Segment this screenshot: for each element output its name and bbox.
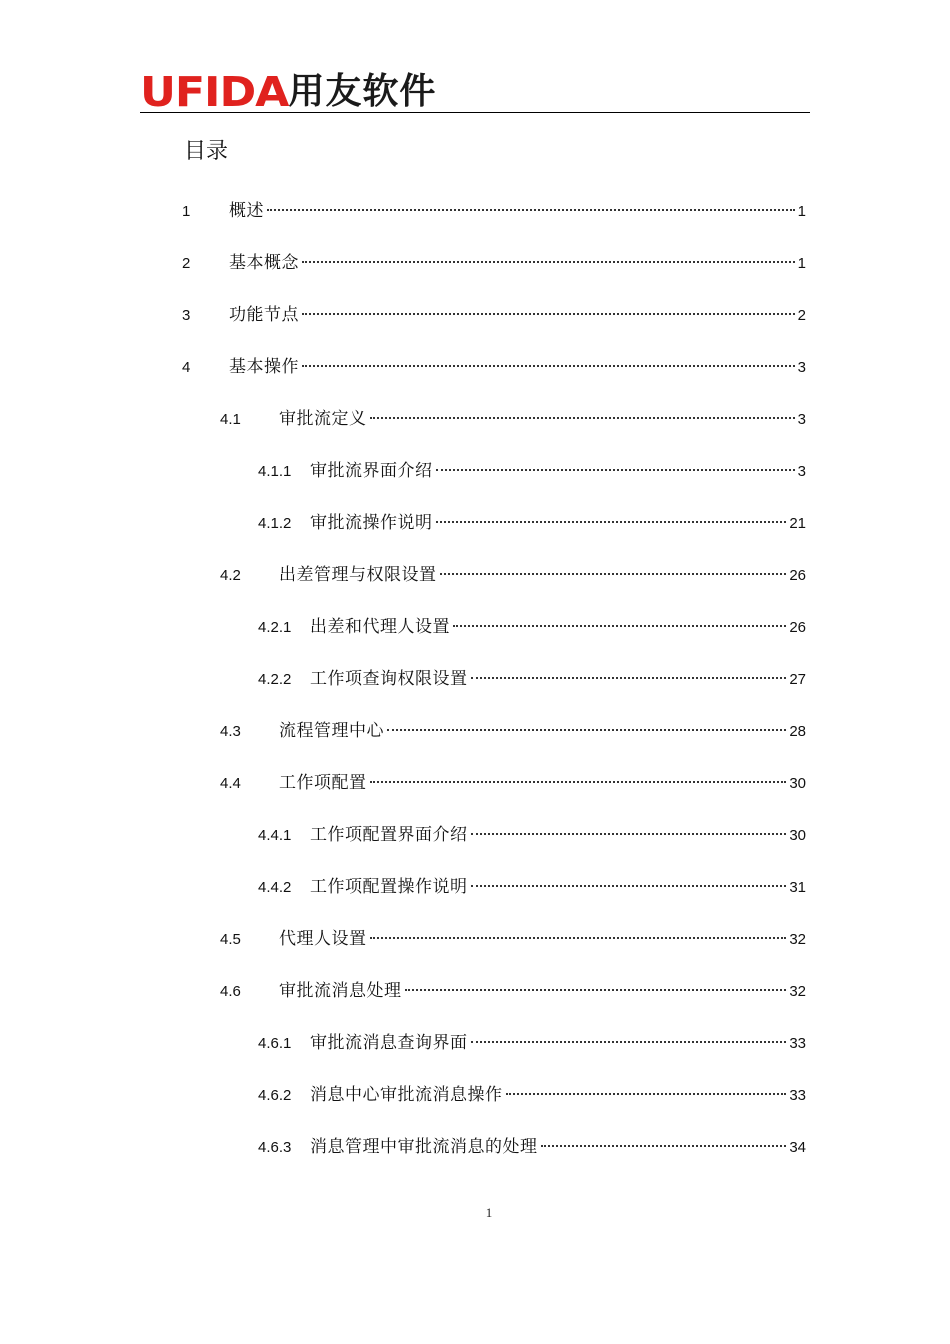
toc-entry-page: 28 xyxy=(789,723,806,740)
toc-entry-page: 26 xyxy=(789,619,806,636)
toc-dot-leader xyxy=(453,625,786,627)
toc-entry[interactable] xyxy=(182,199,806,223)
toc-entry-label: 审批流界面介绍 xyxy=(310,461,433,481)
toc-entry-page: 3 xyxy=(797,359,806,376)
toc-entry-page: 30 xyxy=(789,775,806,792)
toc-entry[interactable] xyxy=(258,667,806,691)
toc-entry-number: 4.1.2 xyxy=(258,515,292,532)
toc-entry-number: 4.4 xyxy=(220,775,241,792)
toc-entry[interactable] xyxy=(182,303,806,327)
toc-entry-page: 3 xyxy=(797,463,806,480)
toc-entry-number: 1 xyxy=(182,203,191,220)
toc-entry-page: 32 xyxy=(789,931,806,948)
toc-entry-number: 4.1.1 xyxy=(258,463,292,480)
toc-title: 目录 xyxy=(184,139,229,164)
toc-entry-label: 工作项配置操作说明 xyxy=(310,877,468,897)
toc-dot-leader xyxy=(405,989,787,991)
logo-chinese-text: 用友软件 xyxy=(288,71,437,112)
toc-entry-label: 工作项配置 xyxy=(279,773,367,793)
toc-entry-number: 4.2.2 xyxy=(258,671,292,688)
toc-dot-leader xyxy=(302,261,795,263)
toc-entry-page: 21 xyxy=(789,515,806,532)
toc-entry-number: 4.6.1 xyxy=(258,1035,292,1052)
toc-entry-label: 基本概念 xyxy=(229,253,299,273)
toc-entry[interactable] xyxy=(182,355,806,379)
toc-entry-number: 4.2.1 xyxy=(258,619,292,636)
toc-dot-leader xyxy=(370,417,795,419)
toc-dot-leader xyxy=(471,677,787,679)
toc-entry-number: 4.6.2 xyxy=(258,1087,292,1104)
toc-entry-page: 2 xyxy=(797,307,806,324)
toc-entry-page: 27 xyxy=(789,671,806,688)
toc-entry-label: 审批流消息处理 xyxy=(279,981,402,1001)
toc-entry-number: 4.6 xyxy=(220,983,241,1000)
toc-entry-number: 4.4.1 xyxy=(258,827,292,844)
toc-entry[interactable] xyxy=(182,251,806,275)
toc-entry-number: 4 xyxy=(182,359,191,376)
toc-entry[interactable] xyxy=(258,875,806,899)
toc-entry-label: 工作项查询权限设置 xyxy=(310,669,468,689)
toc-dot-leader xyxy=(387,729,786,731)
toc-entry[interactable] xyxy=(258,1135,806,1159)
toc-entry[interactable] xyxy=(258,511,806,535)
toc-entry-page: 31 xyxy=(789,879,806,896)
toc-entry-label: 消息管理中审批流消息的处理 xyxy=(310,1137,538,1157)
toc-entry[interactable] xyxy=(258,1083,806,1107)
toc-dot-leader xyxy=(436,469,795,471)
toc-entry[interactable] xyxy=(220,979,806,1003)
page-number: 1 xyxy=(485,1205,493,1220)
toc-entry-label: 出差管理与权限设置 xyxy=(279,565,437,585)
toc-entry-label: 代理人设置 xyxy=(279,929,367,949)
toc-entry[interactable] xyxy=(220,927,806,951)
toc-entry-page: 26 xyxy=(789,567,806,584)
toc-entry[interactable] xyxy=(258,823,806,847)
toc-entry-number: 2 xyxy=(182,255,191,272)
toc-entry-label: 基本操作 xyxy=(229,357,299,377)
toc-dot-leader xyxy=(436,521,787,523)
toc-entry[interactable] xyxy=(220,407,806,431)
toc-entry-page: 33 xyxy=(789,1087,806,1104)
toc-dot-leader xyxy=(471,1041,787,1043)
toc-entry-number: 4.6.3 xyxy=(258,1139,292,1156)
toc-dot-leader xyxy=(541,1145,787,1147)
toc-entry[interactable] xyxy=(258,615,806,639)
toc-entry-page: 30 xyxy=(789,827,806,844)
toc-entry-page: 1 xyxy=(797,203,806,220)
toc-dot-leader xyxy=(267,209,795,211)
toc-dot-leader xyxy=(302,365,795,367)
toc-dot-leader xyxy=(471,885,787,887)
toc-dot-leader xyxy=(471,833,787,835)
toc-dot-leader xyxy=(370,781,787,783)
toc-entry-label: 功能节点 xyxy=(229,305,299,325)
toc-entry-number: 4.2 xyxy=(220,567,241,584)
toc-entry-number: 4.1 xyxy=(220,411,241,428)
toc-entry-page: 1 xyxy=(797,255,806,272)
toc-entry[interactable] xyxy=(258,459,806,483)
toc-dot-leader xyxy=(440,573,787,575)
toc-entry-label: 审批流操作说明 xyxy=(310,513,433,533)
toc-entry-label: 消息中心审批流消息操作 xyxy=(310,1085,503,1105)
logo-latin-text: UFIDA xyxy=(140,68,289,116)
toc-entry[interactable] xyxy=(258,1031,806,1055)
toc-entry-number: 4.5 xyxy=(220,931,241,948)
toc-dot-leader xyxy=(506,1093,787,1095)
toc-entry-label: 审批流消息查询界面 xyxy=(310,1033,468,1053)
toc-dot-leader xyxy=(302,313,795,315)
toc-entry-label: 出差和代理人设置 xyxy=(310,617,450,637)
toc-entry-number: 4.3 xyxy=(220,723,241,740)
toc-entry-number: 4.4.2 xyxy=(258,879,292,896)
toc-entry-label: 审批流定义 xyxy=(279,409,367,429)
toc-entry-label: 流程管理中心 xyxy=(279,721,384,741)
toc-entry-page: 34 xyxy=(789,1139,806,1156)
toc-entry-page: 33 xyxy=(789,1035,806,1052)
toc-entry[interactable] xyxy=(220,771,806,795)
toc-dot-leader xyxy=(370,937,787,939)
toc-entry-number: 3 xyxy=(182,307,191,324)
toc-entry-page: 32 xyxy=(789,983,806,1000)
toc-entry[interactable] xyxy=(220,563,806,587)
toc-entry-label: 工作项配置界面介绍 xyxy=(310,825,468,845)
toc-entry-label: 概述 xyxy=(229,201,264,221)
toc-entry-page: 3 xyxy=(797,411,806,428)
toc-entry[interactable] xyxy=(220,719,806,743)
